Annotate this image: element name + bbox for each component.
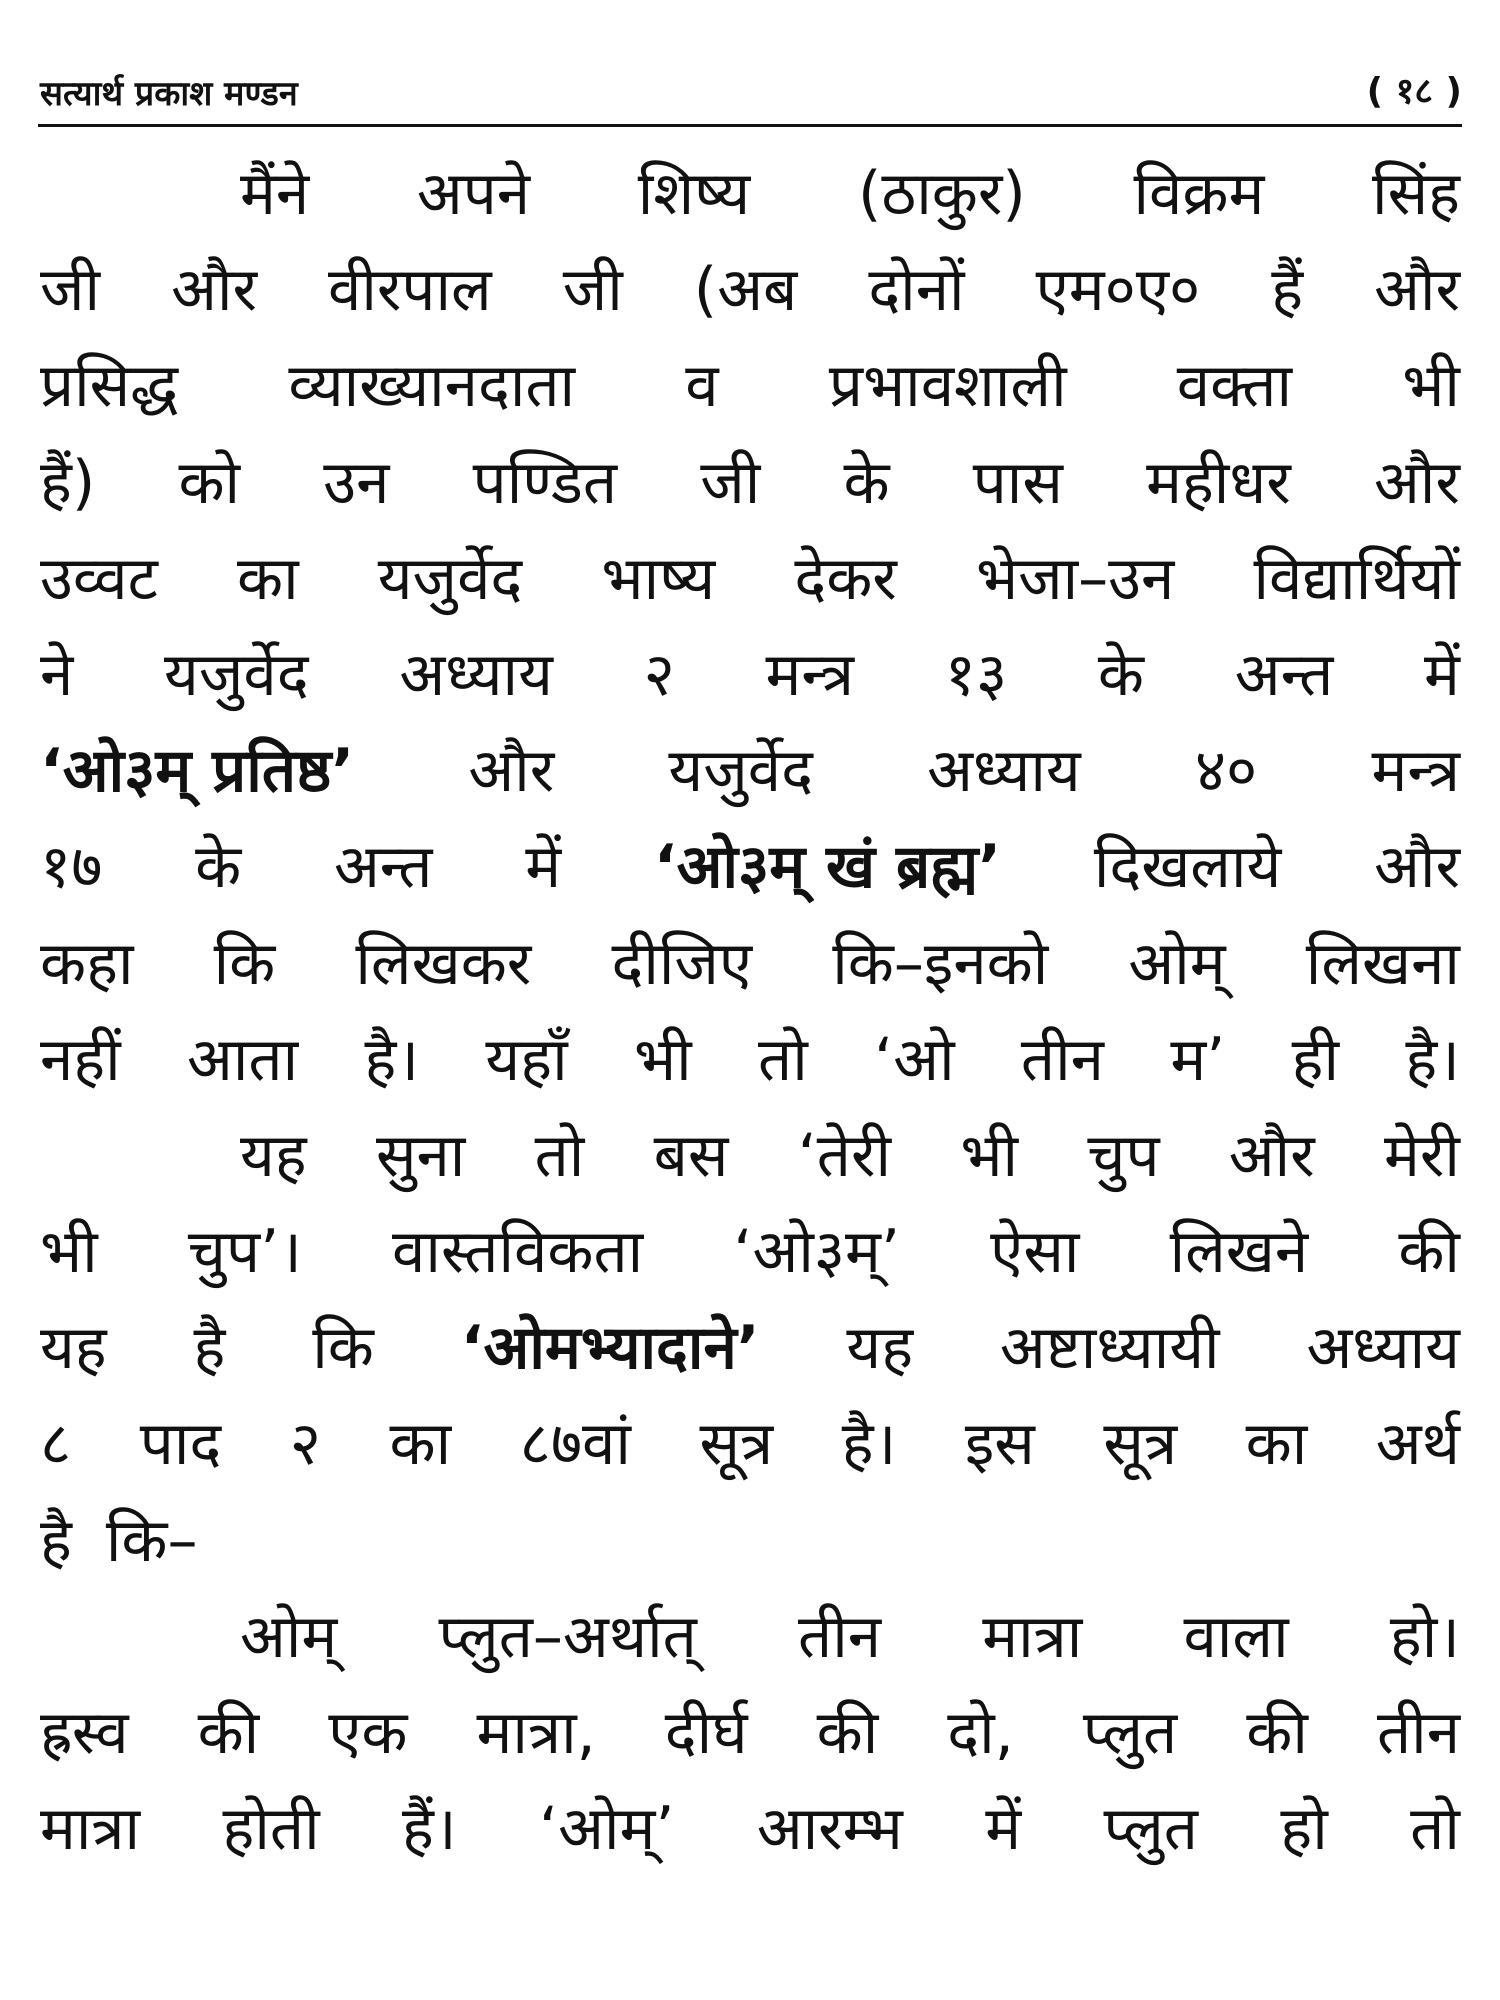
header-divider [38, 124, 1462, 127]
word: का [237, 543, 299, 614]
word: मात्रा [982, 1601, 1083, 1672]
text-line [40, 1685, 1460, 1781]
text-line [40, 1012, 1460, 1108]
word: आता [187, 1024, 299, 1095]
word: ओम् [1128, 928, 1226, 999]
text-line [40, 916, 1460, 1012]
word: लिखने [1169, 1217, 1309, 1288]
page-number: ( १८ ) [1366, 71, 1462, 112]
word: प्लुत [1103, 1794, 1198, 1865]
word: और [1374, 255, 1460, 326]
word: इस [964, 1409, 1035, 1480]
word: कि [312, 1313, 374, 1384]
word: तो [1410, 1794, 1460, 1865]
bold-quote-word: ‘ओ३म् खं ब्रह्म’ [653, 832, 1002, 903]
word: मात्रा, [476, 1698, 596, 1768]
word: की [1246, 1698, 1308, 1768]
word: एम०ए० [1035, 255, 1201, 326]
word: व्याख्यानदाता [288, 351, 576, 422]
word: भी [633, 1024, 692, 1095]
word: अन्त [1234, 639, 1334, 710]
word: यह [846, 1313, 914, 1384]
word: कहा [40, 928, 134, 999]
body-text [40, 146, 1460, 1877]
word: और [171, 255, 257, 326]
word: की [816, 1698, 879, 1768]
word: आरम्भ [756, 1794, 903, 1865]
word: लिखना [1305, 928, 1460, 999]
word: भी [40, 1217, 98, 1288]
text-line [40, 1781, 1460, 1877]
word: भी [1402, 351, 1460, 422]
word: महीधर [1146, 447, 1291, 518]
word: ह्रस्व [40, 1698, 129, 1768]
word: प्लुत [1082, 1698, 1178, 1768]
bold-quote-word: ‘ओमभ्यादाने’ [460, 1313, 760, 1384]
word: की [197, 1698, 260, 1768]
word: वास्तविकता [392, 1217, 644, 1288]
word: है [193, 1313, 226, 1384]
word: जी [700, 447, 761, 518]
word: पण्डित [472, 447, 618, 518]
word: २ [643, 639, 675, 710]
word: कि– [105, 1505, 198, 1576]
text-line [40, 531, 1460, 627]
word: २ [289, 1409, 321, 1480]
word: है। [364, 1024, 420, 1095]
word: और [1373, 447, 1460, 518]
word: लिखकर [355, 928, 532, 999]
text-line [40, 1204, 1460, 1300]
word: ‘ओ३म्’ [733, 1217, 900, 1288]
word: अध्याय [927, 736, 1081, 807]
word: ऐसा [990, 1217, 1080, 1288]
word: मात्रा [40, 1794, 141, 1865]
word: (ठाकुर) [857, 159, 1026, 229]
word: हो [1280, 1794, 1328, 1865]
word: को [178, 447, 241, 518]
word: में [985, 1794, 1022, 1865]
word: तीन [1020, 1024, 1104, 1095]
word: दीर्घ [664, 1698, 748, 1768]
word: मन्त्र [765, 639, 855, 710]
word: शिष्य [637, 159, 751, 229]
word: वक्ता [1176, 351, 1293, 422]
word: १३ [944, 639, 1008, 710]
word: प्रसिद्ध [40, 351, 179, 422]
word: ‘ओम्’ [539, 1794, 675, 1865]
word: १७ [40, 832, 103, 903]
text-line [40, 1300, 1460, 1396]
word: प्लुत–अर्थात् [438, 1601, 697, 1672]
word: प्रभावशाली [828, 351, 1067, 422]
word: के [843, 447, 890, 518]
word: वाला [1183, 1601, 1289, 1672]
text-line [40, 1493, 1460, 1589]
word: हो। [1389, 1601, 1460, 1672]
word: दीजिए [611, 928, 753, 999]
word: के [1097, 639, 1145, 710]
word: तीन [1376, 1698, 1460, 1768]
text-line [40, 627, 1460, 723]
word: अष्टाध्यायी [999, 1313, 1220, 1384]
word: यजुर्वेद [377, 543, 523, 614]
word: ही [1291, 1024, 1340, 1095]
word: यहाँ [485, 1024, 568, 1095]
word: मन्त्र [1371, 736, 1460, 807]
word: हैं [1271, 255, 1304, 326]
word: अध्याय [399, 639, 553, 710]
word: होती [222, 1794, 320, 1865]
word: मैंने [240, 159, 310, 229]
word: यजुर्वेद [164, 639, 309, 710]
word: है [40, 1505, 72, 1576]
bold-quote-word: ‘ओ३म् प्रतिष्ठ’ [40, 736, 355, 807]
word: ४० [1194, 736, 1258, 807]
word: की [1398, 1217, 1460, 1288]
word: भेजा–उन [975, 543, 1175, 614]
word: ८ [40, 1409, 72, 1480]
word: चुप’। [187, 1217, 302, 1288]
word: तो [758, 1024, 808, 1095]
word: अध्याय [1306, 1313, 1460, 1384]
word: सिंह [1372, 159, 1460, 229]
text-line [40, 723, 1460, 819]
word: देकर [794, 543, 897, 614]
word: सूत्र [1103, 1409, 1178, 1480]
word: दोनों [868, 255, 965, 326]
text-line [40, 435, 1460, 531]
word: उव्वट [40, 543, 158, 614]
word: हैं। [402, 1794, 457, 1865]
word: ओम् [240, 1601, 338, 1672]
word: वीरपाल [327, 255, 492, 326]
word: तीन [798, 1601, 882, 1672]
word: नहीं [40, 1024, 121, 1095]
word: विक्रम [1133, 159, 1265, 229]
word: पाद [139, 1409, 222, 1480]
text-line [40, 1589, 1460, 1685]
word: तो [534, 1120, 585, 1191]
word: अर्थ [1375, 1409, 1460, 1480]
word: एक [328, 1698, 408, 1768]
word: ‘ओ [874, 1024, 955, 1095]
word: अन्त [333, 832, 433, 903]
running-header-title: सत्यार्थ प्रकाश मण्डन [40, 74, 298, 114]
word: सुना [375, 1120, 466, 1191]
word: भी [960, 1120, 1019, 1191]
text-line [40, 242, 1460, 338]
word: में [525, 832, 562, 903]
word: भाष्य [601, 543, 716, 614]
word: और [1228, 1120, 1315, 1191]
word: बस [653, 1120, 729, 1191]
word: यह [240, 1120, 307, 1191]
text-line [40, 338, 1460, 434]
word: और [468, 736, 555, 807]
word: यजुर्वेद [668, 736, 813, 807]
word: कि–इनको [832, 928, 1049, 999]
text-line [40, 1396, 1460, 1492]
word: के [195, 832, 242, 903]
text-line [40, 146, 1460, 242]
word: का [389, 1409, 452, 1480]
word: कि [213, 928, 276, 999]
word: मेरी [1383, 1120, 1460, 1191]
word: ‘तेरी [797, 1120, 892, 1191]
word: में [1424, 639, 1460, 710]
word: म’ [1170, 1024, 1226, 1095]
text-line [40, 1108, 1460, 1204]
word: अपने [416, 159, 531, 229]
word: और [1374, 832, 1460, 903]
word: है। [1405, 1024, 1460, 1095]
text-line [40, 819, 1460, 915]
word: (अब [693, 255, 798, 326]
word: सूत्र [699, 1409, 774, 1480]
word: ८७वां [519, 1409, 631, 1480]
word: दिखलाये [1093, 832, 1282, 903]
word: जी [40, 255, 101, 326]
word: उन [323, 447, 390, 518]
word: पास [972, 447, 1063, 518]
word: चुप [1087, 1120, 1160, 1191]
word: दो, [947, 1698, 1014, 1768]
word: ने [40, 639, 74, 710]
word: जी [562, 255, 623, 326]
word: हैं) [40, 447, 96, 518]
word: का [1245, 1409, 1308, 1480]
word: विद्यार्थियों [1253, 543, 1460, 614]
word: है। [841, 1409, 897, 1480]
word: यह [40, 1313, 107, 1384]
word: व [685, 351, 719, 422]
